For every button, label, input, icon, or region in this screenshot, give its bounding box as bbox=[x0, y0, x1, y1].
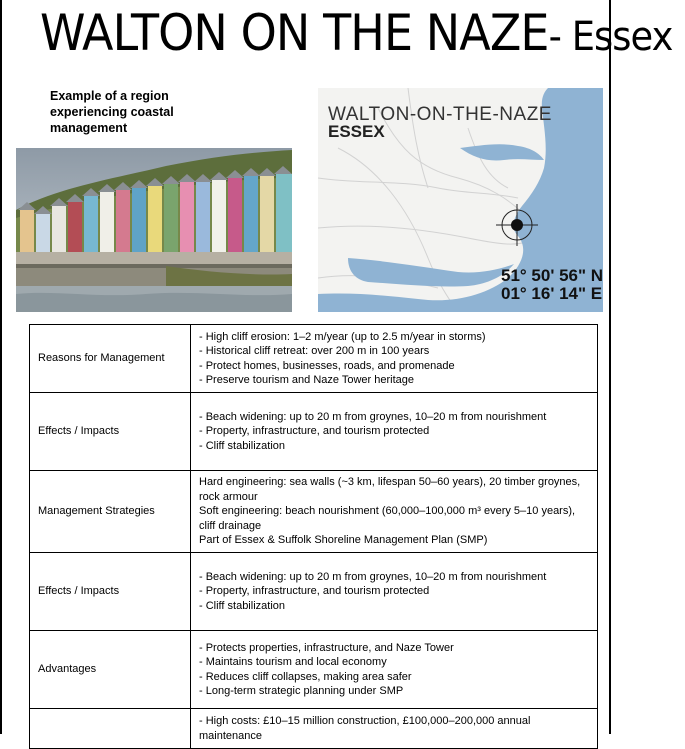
map-longitude: 01° 16' 14" E bbox=[501, 284, 603, 303]
table-row bbox=[30, 709, 598, 749]
row-label: Effects / Impacts bbox=[30, 553, 191, 631]
map-latitude: 51° 50' 56" N bbox=[501, 266, 603, 285]
content-line: - High cliff erosion: 1–2 m/year (up to 2.5 m/year in storms) bbox=[199, 330, 486, 343]
content-line: - Maintains tourism and local economy bbox=[199, 656, 387, 668]
beach-huts-photo bbox=[16, 148, 292, 312]
content-line: - Beach widening: up to 20 m from groynes, 10–20 m from nourishment bbox=[199, 570, 547, 583]
content-line: - Protect homes, businesses, roads, and promenade bbox=[199, 359, 455, 372]
row-label: Advantages bbox=[30, 631, 191, 709]
content-line: Hard engineering: sea walls (~3 km, lifespan 50–60 years), 20 timber groynes, rock armour bbox=[199, 476, 581, 503]
page-title bbox=[40, 4, 673, 62]
content-line: - Long-term strategic planning under SMP bbox=[199, 685, 404, 697]
content-line: - Protects properties, infrastructure, and Naze Tower bbox=[199, 641, 454, 654]
title-suffix: - Essex bbox=[548, 14, 673, 60]
title-main: WALTON ON THE NAZE bbox=[40, 4, 549, 62]
row-content bbox=[191, 631, 598, 709]
row-label: Reasons for Management bbox=[30, 325, 191, 393]
row-content bbox=[191, 709, 598, 749]
map-subtitle: ESSEX bbox=[328, 122, 385, 141]
row-label: Management Strategies bbox=[30, 471, 191, 553]
table-row bbox=[30, 553, 598, 631]
row-content bbox=[191, 471, 598, 553]
photo-caption: Example of a region experiencing coastal management bbox=[50, 89, 174, 135]
content-line: Soft engineering: beach nourishment (60,000–100,000 m³ every 5–10 years), cliff drainage bbox=[199, 505, 576, 532]
content-line: - Property, infrastructure, and tourism protected bbox=[199, 585, 430, 598]
row-label bbox=[30, 709, 191, 749]
beach-huts-illustration bbox=[16, 148, 292, 312]
content-line: - Reduces cliff collapses, making area safer bbox=[199, 670, 412, 683]
content-line: - Cliff stabilization bbox=[199, 599, 285, 612]
content-line: - Preserve tourism and Naze Tower heritage bbox=[199, 374, 415, 386]
row-content bbox=[191, 553, 598, 631]
content-line: - Beach widening: up to 20 m from groynes, 10–20 m from nourishment bbox=[199, 410, 547, 423]
table-row bbox=[30, 471, 598, 553]
row-label: Effects / Impacts bbox=[30, 393, 191, 471]
location-map bbox=[318, 88, 603, 312]
page-border-left bbox=[0, 0, 2, 734]
page-border-right bbox=[609, 0, 611, 734]
content-line: - Historical cliff retreat: over 200 m in 100 years bbox=[199, 345, 430, 357]
content-line: Part of Essex & Suffolk Shoreline Management Plan (SMP) bbox=[199, 534, 488, 547]
row-content bbox=[191, 325, 598, 393]
content-line: - High costs: £10–15 million construction, £100,000–200,000 annual maintenance bbox=[199, 715, 531, 742]
content-line: - Property, infrastructure, and tourism protected bbox=[199, 425, 430, 438]
row-content bbox=[191, 393, 598, 471]
table-row bbox=[30, 393, 598, 471]
management-table bbox=[29, 324, 598, 749]
map-title: WALTON-ON-THE-NAZE bbox=[328, 104, 552, 125]
table-row bbox=[30, 325, 598, 393]
table-row bbox=[30, 631, 598, 709]
content-line: - Cliff stabilization bbox=[199, 439, 285, 452]
